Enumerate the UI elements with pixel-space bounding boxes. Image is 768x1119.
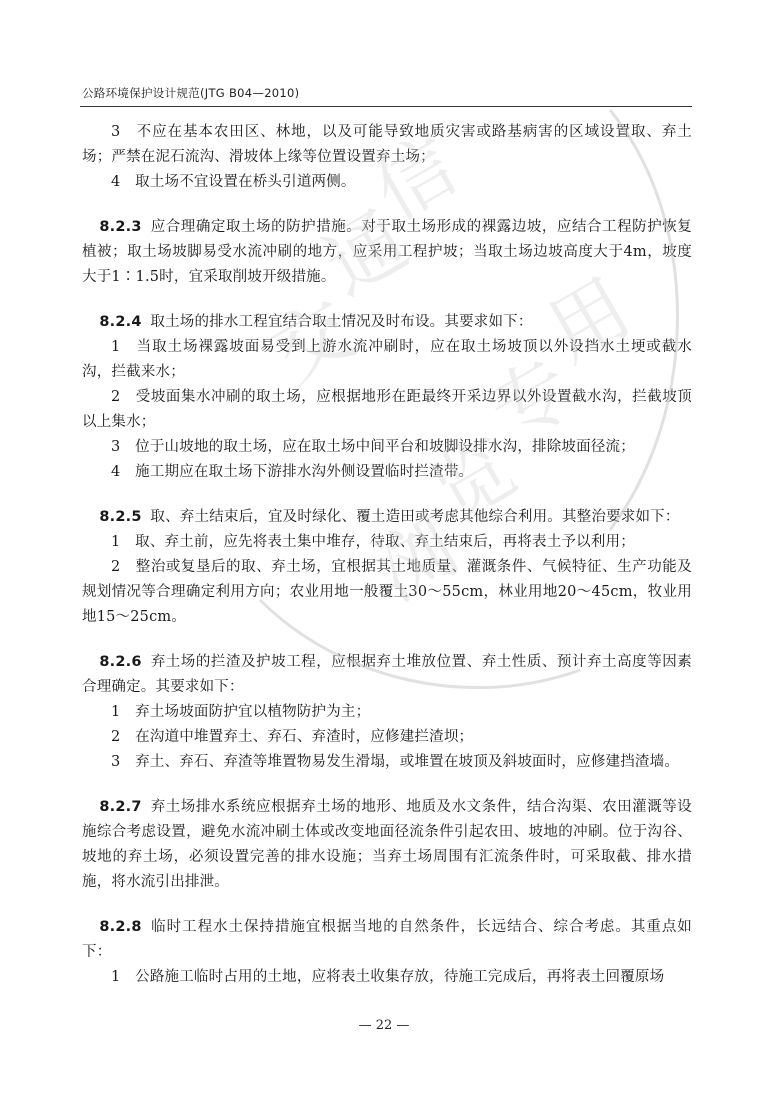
svg-text:用: 用 xyxy=(533,262,646,380)
svg-text:专: 专 xyxy=(475,342,589,460)
running-header: 公路环境保护设计规范(JTG B04—2010) xyxy=(82,86,300,100)
section-8-2-8 xyxy=(82,915,692,965)
list-item: 3 弃土、弃石、弃渣等堆置物易发生滑塌，或堆置在坡顶及斜坡面时，应修建挡渣墙。 xyxy=(111,754,680,770)
list-item: 2 受坡面集水冲刷的取土场，应根据地形在距最终开采边界以外设置截水沟，拦截坡顶以上集水； xyxy=(82,389,692,430)
svg-text:浏: 浏 xyxy=(359,501,473,619)
section-text: 临时工程水土保持措施宜根据当地的自然条件，长远结合、综合考虑。其重点如下： xyxy=(82,919,692,960)
body-text xyxy=(82,118,692,990)
svg-text:信: 信 xyxy=(359,120,472,238)
list-item: 2 在沟道中堆置弃土、弃石、弃渣时，应修建拦渣坝； xyxy=(111,729,474,745)
section-number: 8.2.8 xyxy=(99,919,142,935)
svg-text:通: 通 xyxy=(309,195,423,313)
list-item: 2 整治或复垦后的取、弃土场，宜根据其土地质量、灌溉条件、气候特征、生产功能及规划情况等合理确定利用方向；农业用地一般覆土30～55cm，林业用地20～45cm，牧业用地15～25cm。 xyxy=(82,559,692,625)
page-number: — 22 — xyxy=(358,1018,410,1033)
clause-item-3: 3 不应在基本农田区、林地，以及可能导致地质灾害或路基病害的区域设置取、弃土场；严禁在泥石流沟、滑坡体上缘等位置设置弃土场； xyxy=(82,124,692,165)
section-number: 8.2.6 xyxy=(99,654,142,670)
section-8-2-4 xyxy=(82,310,692,335)
section-number: 8.2.4 xyxy=(99,314,142,330)
list-item: 1 当取土场裸露坡面易受到上游水流冲刷时，应在取土场坡顶以外设挡水土埂或截水沟，拦截来水； xyxy=(82,339,692,380)
svg-text:览: 览 xyxy=(417,422,531,540)
section-8-2-5 xyxy=(82,505,692,530)
section-text: 弃土场的拦渣及护坡工程，应根据弃土堆放位置、弃土性质、预计弃土高度等因素合理确定。其要求如下： xyxy=(82,654,692,695)
section-8-2-3 xyxy=(82,215,692,290)
list-item: 3 位于山坡地的取土场，应在取土场中间平台和坡脚设排水沟，排除坡面径流； xyxy=(111,439,635,455)
section-text: 弃土场排水系统应根据弃土场的地形、地质及水文条件，结合沟渠、农田灌溉等设施综合考虑设置，避免水流冲刷土体或改变地面径流条件引起农田、坡地的冲刷。位于沟谷、坡地的弃土场，必须设置完善的排水设施；当弃土场周围有汇流条件时，可采取截、排水措施，将水流引出排泄。 xyxy=(82,799,692,890)
section-8-2-6 xyxy=(82,650,692,700)
section-text: 取土场的排水工程宜结合取土情况及时布设。其要求如下： xyxy=(150,314,533,330)
list-item: 4 施工期应在取土场下游排水沟外侧设置临时拦渣带。 xyxy=(111,464,474,480)
clause-item-4: 4 取土场不宜设置在桥头引道两侧。 xyxy=(111,174,356,190)
section-text: 应合理确定取土场的防护措施。对于取土场形成的裸露边坡，应结合工程防护恢复植被；取土场坡脚易受水流冲刷的地方，应采用工程护坡；当取土场边坡高度大于4m，坡度大于1∶1.5时，宜采取削坡开级措施。 xyxy=(82,219,692,285)
section-number: 8.2.7 xyxy=(99,799,142,815)
svg-text:交: 交 xyxy=(256,283,370,401)
list-item: 1 取、弃土前，应先将表土集中堆存，待取、弃土结束后，再将表土予以利用； xyxy=(111,534,635,550)
section-number: 8.2.3 xyxy=(99,219,142,235)
header-rule xyxy=(80,106,692,107)
section-8-2-7 xyxy=(82,795,692,895)
section-text: 取、弃土结束后，宜及时绿化、覆土造田或考虑其他综合利用。其整治要求如下： xyxy=(150,509,680,525)
section-number: 8.2.5 xyxy=(99,509,142,525)
list-item: 1 弃土场坡面防护宜以植物防护为主； xyxy=(111,704,371,720)
list-item: 1 公路施工临时占用的土地，应将表土收集存放，待施工完成后，再将表土回覆原场 xyxy=(111,969,665,985)
